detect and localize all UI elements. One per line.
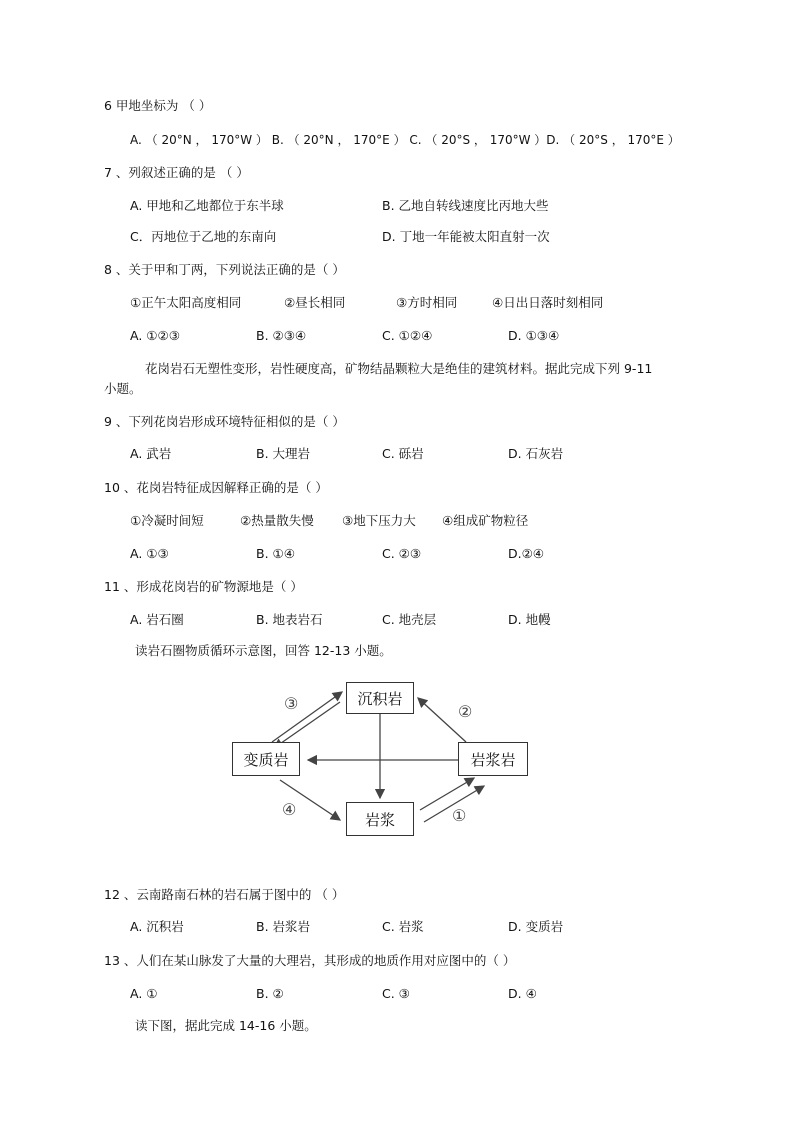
q9-option-b: B. 大理岩: [256, 446, 311, 461]
q9-option-a: A. 武岩: [130, 446, 172, 461]
q10-stem: 10 、花岗岩特征成因解释正确的是（ ）: [104, 480, 328, 495]
q12-option-c: C. 岩浆: [382, 919, 424, 934]
q12-option-d: D. 变质岩: [508, 919, 564, 934]
q8-statement-4: ④日出日落时刻相同: [492, 295, 604, 310]
q7-option-a: A. 甲地和乙地都位于东半球: [130, 198, 284, 213]
arrow-3-meta-to-sed: [272, 692, 342, 742]
q8-option-c: C. ①②④: [382, 328, 433, 343]
q7-stem: 7 、列叙述正确的是 （ ）: [104, 165, 249, 180]
q8-statement-1: ①正午太阳高度相同: [130, 295, 242, 310]
q6-stem: 6 甲地坐标为 （ ）: [104, 98, 212, 113]
q11-option-c: C. 地壳层: [382, 612, 437, 627]
q13-option-b: B. ②: [256, 986, 284, 1001]
rock-cycle-diagram: [220, 672, 540, 852]
q13-option-c: C. ③: [382, 986, 410, 1001]
box-igneous-rock: 岩浆岩: [458, 742, 528, 776]
box-sedimentary-rock: 沉积岩: [346, 682, 414, 714]
q13-option-a: A. ①: [130, 986, 158, 1001]
passage-next-figure: 读下图，据此完成 14-16 小题。: [135, 1018, 317, 1033]
label-4: ④: [282, 800, 297, 819]
label-1: ①: [452, 806, 467, 825]
q9-option-c: C. 砾岩: [382, 446, 424, 461]
box-metamorphic-rock: 变质岩: [232, 742, 300, 776]
q8-option-b: B. ②③④: [256, 328, 307, 343]
q7-option-b: B. 乙地自转线速度比丙地大些: [382, 198, 549, 213]
q7-option-c: C．丙地位于乙地的东南向: [130, 229, 277, 244]
q13-stem: 13 、人们在某山脉发了大量的大理岩，其形成的地质作用对应图中的（ ）: [104, 953, 516, 968]
passage-granite-line2: 小题。: [104, 381, 142, 396]
q8-statement-2: ②昼长相同: [284, 295, 346, 310]
q13-option-d: D. ④: [508, 986, 537, 1001]
q8-option-a: A. ①②③: [130, 328, 180, 343]
q7-option-d: D. 丁地一年能被太阳直射一次: [382, 229, 550, 244]
q10-option-a: A. ①③: [130, 546, 169, 561]
q10-statement-1: ①冷凝时间短: [130, 513, 204, 528]
q10-statement-4: ④组成矿物粒径: [442, 513, 529, 528]
q8-stem: 8 、关于甲和丁两，下列说法正确的是（ ）: [104, 262, 345, 277]
label-3: ③: [284, 694, 299, 713]
q10-option-d: D.②④: [508, 546, 545, 561]
q12-option-b: B. 岩浆岩: [256, 919, 311, 934]
passage-granite-line1: 花岗岩石无塑性变形，岩性硬度高，矿物结晶颗粒大是绝佳的建筑材料。据此完成下列 9-11: [145, 361, 653, 376]
q8-statement-3: ③方时相同: [396, 295, 458, 310]
q8-option-d: D. ①③④: [508, 328, 560, 343]
q12-option-a: A. 沉积岩: [130, 919, 184, 934]
q11-stem: 11 、形成花岗岩的矿物源地是（ ）: [104, 579, 303, 594]
q12-stem: 12 、云南路南石林的岩石属于图中的 （ ）: [104, 887, 345, 902]
passage-rock-cycle: 读岩石圈物质循环示意图，回答 12-13 小题。: [135, 643, 392, 658]
q9-option-d: D. 石灰岩: [508, 446, 564, 461]
box-magma: 岩浆: [346, 802, 414, 836]
q11-option-d: D. 地幔: [508, 612, 551, 627]
q10-statement-2: ②热量散失慢: [240, 513, 314, 528]
q10-option-c: C. ②③: [382, 546, 422, 561]
label-2: ②: [458, 702, 473, 721]
q11-option-a: A. 岩石圈: [130, 612, 184, 627]
q9-stem: 9 、下列花岗岩形成环境特征相似的是（ ）: [104, 414, 345, 429]
q10-option-b: B. ①④: [256, 546, 295, 561]
q11-option-b: B. 地表岩石: [256, 612, 323, 627]
q10-statement-3: ③地下压力大: [342, 513, 416, 528]
q6-options: A. （ 20°N ， 170°W ） B. （ 20°N ， 170°E ） C. （ 20°S ， 170°W ）D. （ 20°S ， 170°E ）: [130, 133, 680, 147]
